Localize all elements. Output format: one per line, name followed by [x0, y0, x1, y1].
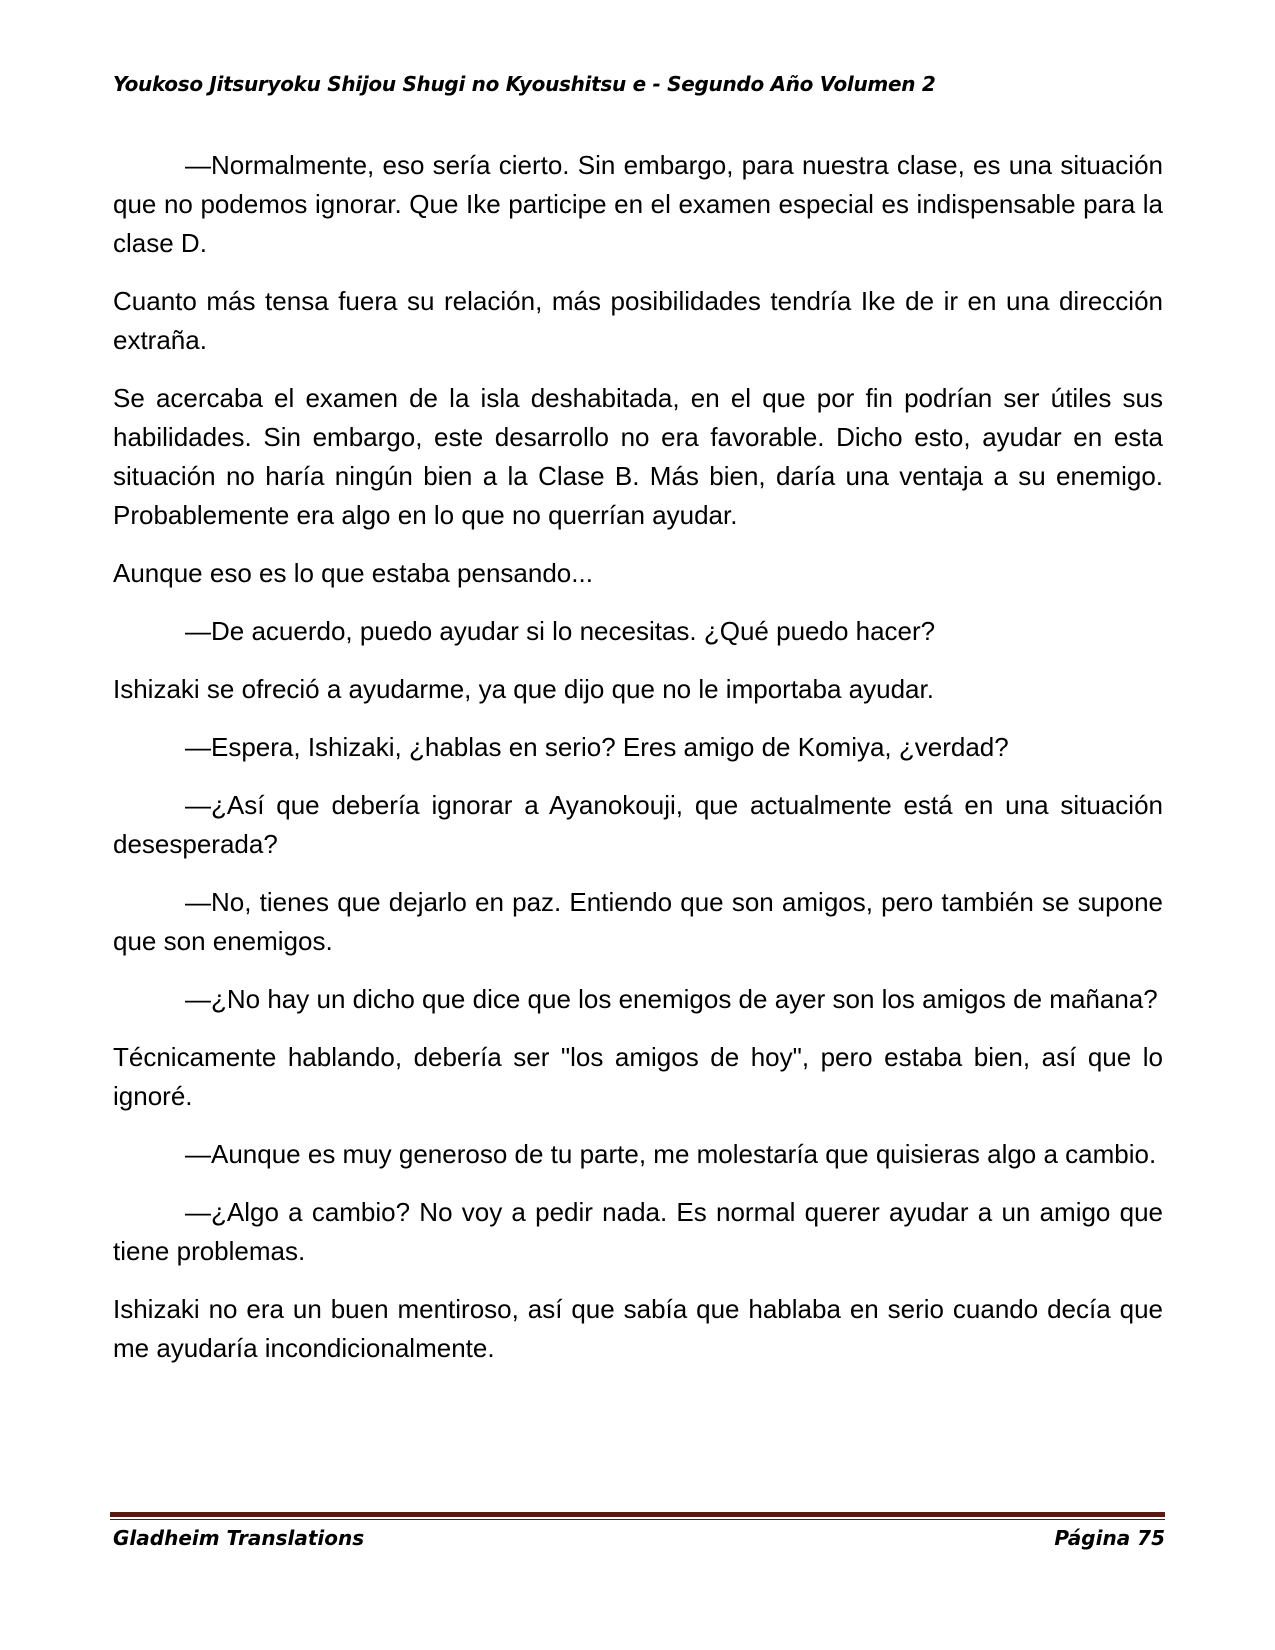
paragraph: Ishizaki se ofreció a ayudarme, ya que dijo que no le importaba ayudar. [113, 674, 934, 704]
paragraph: Técnicamente hablando, debería ser "los amigos de hoy", pero estaba bien, así que lo ignoré. [113, 1042, 1163, 1111]
paragraph: Cuanto más tensa fuera su relación, más posibilidades tendría Ike de ir en una dirección extraña. [113, 286, 1163, 355]
paragraph: —Espera, Ishizaki, ¿hablas en serio? Eres amigo de Komiya, ¿verdad? [185, 732, 1009, 762]
footer-credit: Gladheim Translations [113, 1526, 365, 1550]
page-number: Página 75 [1054, 1526, 1165, 1550]
paragraph: —¿Algo a cambio? No voy a pedir nada. Es normal querer ayudar a un amigo que tiene problemas. [113, 1197, 1163, 1266]
body-text [113, 146, 1163, 1387]
paragraph: —¿Así que debería ignorar a Ayanokouji, que actualmente está en una situación desesperada? [113, 790, 1163, 859]
footer-divider-thick [110, 1512, 1165, 1517]
paragraph: —Normalmente, eso sería cierto. Sin embargo, para nuestra clase, es una situación que no podemos ignorar. Que Ike participe en el examen especial es indispensable para la clase D. [113, 150, 1163, 258]
page-header-title: Youkoso Jitsuryoku Shijou Shugi no Kyoushitsu e - Segundo Año Volumen 2 [113, 72, 936, 96]
paragraph: —De acuerdo, puedo ayudar si lo necesitas. ¿Qué puedo hacer? [185, 616, 936, 646]
footer-divider [110, 1512, 1165, 1520]
paragraph: —No, tienes que dejarlo en paz. Entiendo que son amigos, pero también se supone que son enemigos. [113, 887, 1163, 956]
paragraph: —¿No hay un dicho que dice que los enemigos de ayer son los amigos de mañana? [185, 984, 1158, 1014]
paragraph: Ishizaki no era un buen mentiroso, así que sabía que hablaba en serio cuando decía que me ayudaría incondicionalmente. [113, 1294, 1163, 1363]
footer-divider-thin [110, 1519, 1165, 1520]
paragraph: Se acercaba el examen de la isla deshabitada, en el que por fin podrían ser útiles sus habilidades. Sin embargo, este desarrollo no era favorable. Dicho esto, ayudar en esta situación no haría ningún bien a la Clase B. Más bien, daría una ventaja a su enemigo. Probablemente era algo en lo que no querrían ayudar. [113, 383, 1163, 530]
paragraph: Aunque eso es lo que estaba pensando... [113, 558, 593, 588]
paragraph: —Aunque es muy generoso de tu parte, me molestaría que quisieras algo a cambio. [185, 1139, 1157, 1169]
